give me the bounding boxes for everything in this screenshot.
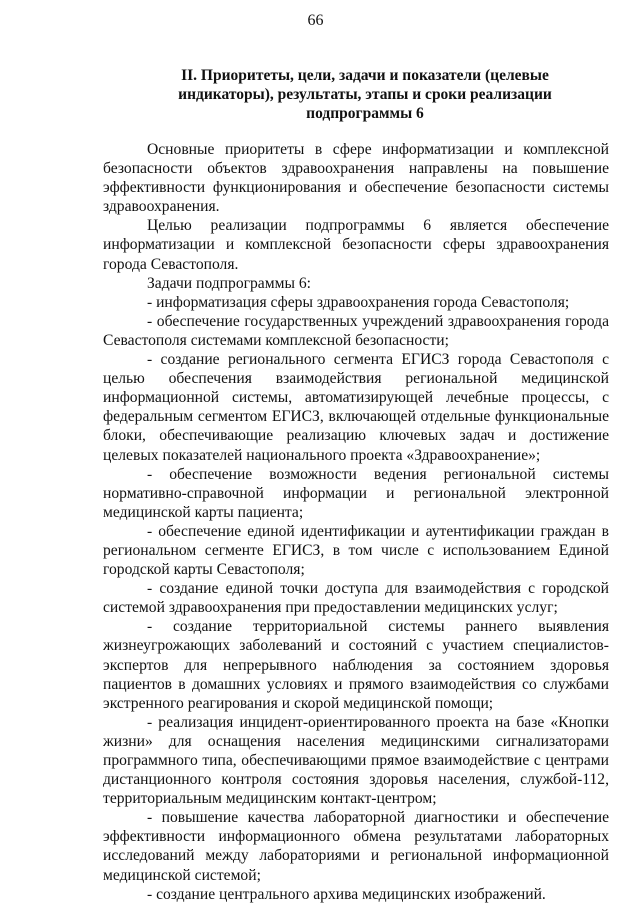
list-item-task: - обеспечение возможности ведения региональной системы нормативно-справочной информации и региональной электронной медицинской карты пациента; [103,465,609,521]
paragraph-tasks-intro: Задачи подпрограммы 6: [147,274,311,292]
list-item-task: - повышение качества лабораторной диагностики и обеспечение эффективности информационного обмена результатами лабораторных исследований между лабораториями и региональной информационной медицинской системой; [103,809,609,884]
list-item-task: - создание единой точки доступа для взаимодействия с городской системой здравоохранения при предоставлении медицинских услуг; [103,580,609,617]
page-number: 66 [307,12,324,29]
section-heading: II. Приоритеты, цели, задачи и показатели (целевые индикаторы), результаты, этапы и сроки реализации подпрограммы 6 [178,67,552,122]
list-item-task: - обеспечение единой идентификации и аутентификации граждан в региональном сегменте ЕГИСЗ, в том числе с использованием Единой городской карты Севастополя; [103,522,609,579]
list-item-task: - создание центрального архива медицинских изображений. [147,885,546,903]
paragraph-priorities: Основные приоритеты в сфере информатизации и комплексной безопасности объектов здравоохранения направлены на повышение эффективности функционирования и обеспечение безопасности системы здравоохранения. [103,141,609,216]
list-item-task: - обеспечение государственных учреждений здравоохранения города Севастополя системами комплексной безопасности; [103,312,609,349]
list-item-task: - информатизация сферы здравоохранения города Севастополя; [147,293,570,311]
list-item-task: - создание регионального сегмента ЕГИСЗ города Севастополя с целью обеспечения взаимодействия региональной медицинской информационной системы, автоматизирующей лечебные процессы, с федеральным сегментом ЕГИСЗ, включающей отдельные функциональные блоки, обеспечивающие реализацию ключевых задач и достижение целевых показателей национального проекта «Здравоохранение»; [103,351,609,464]
section-body [103,140,609,904]
paragraph-goal: Целью реализации подпрограммы 6 является обеспечение информатизации и комплексной безопасности сферы здравоохранения города Севастополя. [103,217,609,273]
list-item-task: - создание территориальной системы раннего выявления жизнеугрожающих заболеваний и состояний с участием специалистов-экспертов для непрерывного наблюдения за состоянием здоровья пациентов в домашних условиях и прямого взаимодействия со службами экстренного реагирования и скорой медицинской помощи; [103,618,609,712]
list-item-task: - реализация инцидент-ориентированного проекта на базе «Кнопки жизни» для оснащения населения медицинскими сигнализаторами программного типа, обеспечивающими прямое взаимодействие с центрами дистанционного контроля состояния здоровья населения, службой-112, территориальным медицинским контакт-центром; [103,713,609,808]
